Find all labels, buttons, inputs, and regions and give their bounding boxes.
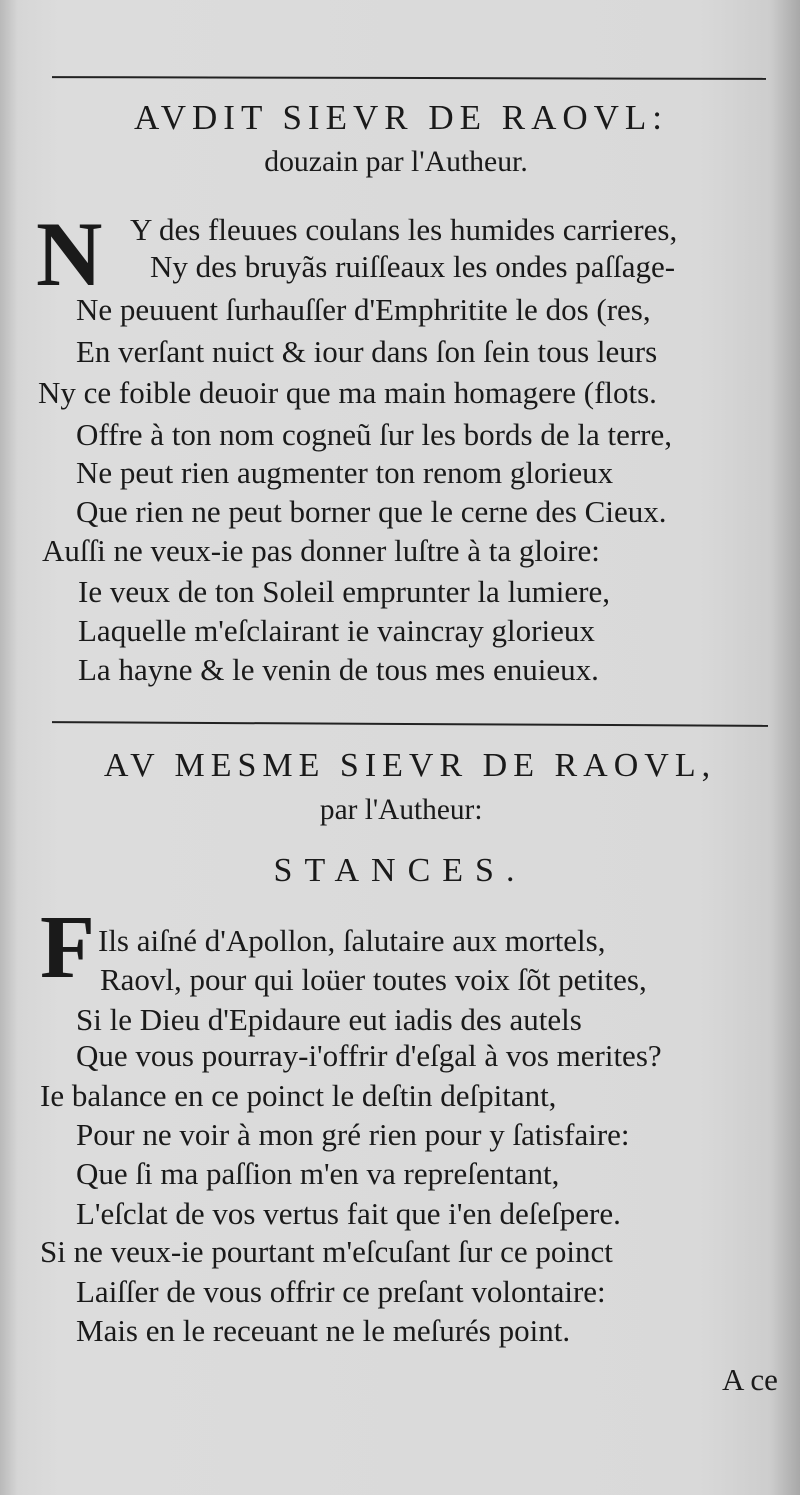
poem-line: Si le Dieu d'Epidaure eut iadis des autels <box>76 1002 582 1037</box>
poem-line: Y des fleuues coulans les humides carrieres, <box>130 212 678 247</box>
poem-line: Ny ce foible deuoir que ma main homagere (flots. <box>38 375 657 410</box>
poem-line: L'eſclat de vos vertus fait que i'en deſeſpere. <box>76 1196 621 1231</box>
poem-line: Que ſi ma paſſion m'en va repreſentant, <box>76 1156 560 1191</box>
poem-line: Laiſſer de vous offrir ce preſant volontaire: <box>76 1274 606 1309</box>
poem-line: Pour ne voir à mon gré rien pour y ſatisfaire: <box>76 1117 630 1152</box>
section2-title: STANCES. <box>273 852 527 889</box>
poem-line: La hayne & le venin de tous mes enuieux. <box>78 652 599 687</box>
poem-line: Ne peuuent ſurhauſſer d'Emphritite le dos (res, <box>76 292 651 327</box>
poem-line: En verſant nuict & iour dans ſon ſein tous leurs <box>76 334 658 369</box>
poem-line: Ny des bruyãs ruiſſeaux les ondes paſſage- <box>150 249 676 284</box>
poem-line: Ils aiſné d'Apollon, ſalutaire aux mortels, <box>98 923 606 958</box>
section1-subheading: douzain par l'Autheur. <box>264 145 528 178</box>
poem-line: Mais en le receuant ne le meſurés point. <box>76 1313 571 1348</box>
section2-subheading: par l'Autheur: <box>319 793 483 826</box>
section1-dropcap: N <box>36 203 103 305</box>
poem-line: Laquelle m'eſclairant ie vaincray glorieux <box>78 613 595 648</box>
poem-line: Que vous pourray-i'offrir d'eſgal à vos merites? <box>76 1038 662 1073</box>
poem-line: Si ne veux-ie pourtant m'eſcuſant ſur ce poinct <box>40 1234 613 1269</box>
poem-line: Auſſi ne veux-ie pas donner luſtre à ta gloire: <box>42 533 600 568</box>
poem-line: Ne peut rien augmenter ton renom glorieux <box>76 455 614 490</box>
section2-dropcap: F <box>40 898 95 997</box>
poem-line: Raovl, pour qui loüer toutes voix ſõt petites, <box>100 962 647 997</box>
poem-line: Ie balance en ce poinct le deſtin deſpitant, <box>40 1078 557 1113</box>
poem-line: Offre à ton nom cogneũ ſur les bords de la terre, <box>76 417 672 452</box>
section2-heading: AV MESME SIEVR DE RAOVL, <box>103 747 717 784</box>
poem-line: Ie veux de ton Soleil emprunter la lumiere, <box>78 574 610 609</box>
section1-heading: AVDIT SIEVR DE RAOVL: <box>133 98 669 137</box>
catchword: A ce <box>722 1362 778 1397</box>
poem-line: Que rien ne peut borner que le cerne des Cieux. <box>76 494 667 529</box>
